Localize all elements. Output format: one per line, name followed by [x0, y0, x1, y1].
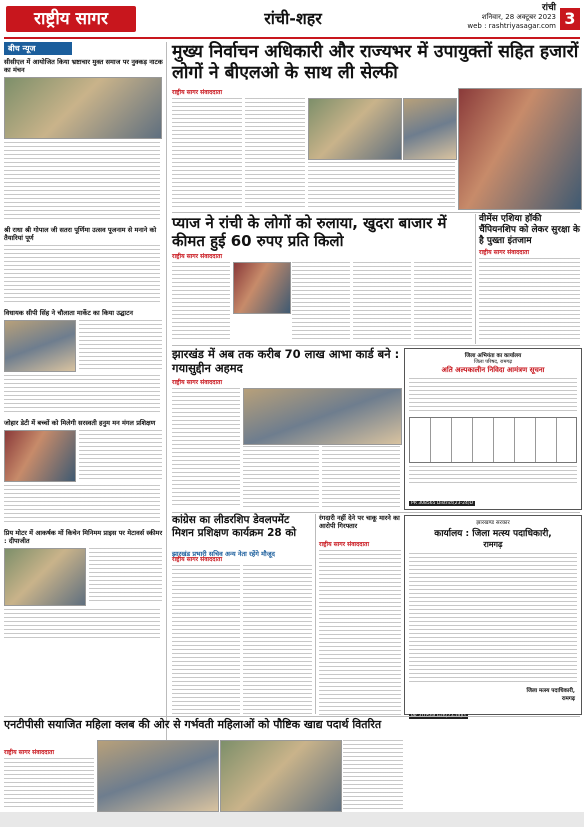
section-title: रांची-शहर: [264, 9, 322, 28]
onion-body-col-2: [292, 262, 350, 342]
ad1-office: जिला अभियंता का कार्यालय: [464, 353, 522, 359]
abha-photo: [243, 388, 402, 445]
column-divider: [315, 514, 316, 714]
left-story-4-headline: जोहार डेटी में बच्चों को मिलेगी सरस्वती हनुम मन मंगल प्रशिक्षण: [4, 419, 156, 427]
left-story-5-headline: प्रिय मोटर में आकर्षक मों किचेन मिनिमम प्राइस पर मेटावर्स स्कीमर : दीपाजीत: [4, 529, 163, 545]
ad2-signatory: जिला मत्स्य पदाधिकारी,: [526, 688, 575, 694]
section-rule: [4, 716, 580, 717]
left-story-1-body: [4, 142, 160, 222]
issue-date: शनिवार, 28 अक्टूबर 2023: [481, 13, 556, 21]
lead-body-col-3: [308, 162, 455, 210]
ad1-department: जिला परिषद, रामगढ़: [473, 359, 513, 365]
left-story-5-body-cont: [4, 609, 160, 639]
congress-byline: राष्ट्रीय सागर संवाददाता: [172, 556, 223, 563]
newspaper-logo: राष्ट्रीय सागर: [6, 6, 136, 32]
ad2-signatory-place: रामगढ़: [561, 696, 575, 702]
left-story-4-body: [79, 430, 162, 480]
ad1-title: अति अल्पकालीन निविदा आमंत्रण सूचना: [441, 366, 545, 374]
left-story-4-body-cont: [4, 485, 160, 525]
ad2-government: झारखण्ड सरकार: [476, 520, 510, 526]
abha-byline: राष्ट्रीय सागर संवाददाता: [172, 379, 223, 386]
congress-subhead: झारखंड प्रभारी सचिव अन्य नेता रहेंगे मौजूद: [172, 550, 276, 558]
lead-headline: मुख्य निर्वाचन अधिकारी और राज्यभर में उपायुक्तों सहित हजारों लोगों ने बीएलओ के साथ ली सेल्फी: [172, 42, 579, 83]
left-story-2-body: [4, 245, 160, 305]
arrest-headline: रंगदारी नहीं देने पर चाकू मारने का आरोपी गिरफ्तार: [319, 514, 400, 530]
lead-photo-2: [403, 98, 457, 160]
fisheries-office-ad: [404, 515, 582, 715]
ad1-table: [409, 417, 577, 463]
left-story-1-photo: [4, 77, 162, 139]
masthead: [0, 0, 584, 40]
left-story-5-photo: [4, 548, 86, 606]
column-divider: [475, 214, 476, 344]
arrest-byline: राष्ट्रीय सागर संवाददाता: [319, 541, 370, 548]
issue-meta: [406, 4, 556, 31]
onion-headline: प्याज ने रांची के लोगों को रुलाया, खुदरा बाजार में कीमत हुई 60 रुपए प्रति किलो: [172, 214, 447, 250]
lead-body-col-2: [245, 98, 305, 210]
congress-body-col-1: [172, 565, 240, 715]
left-story-3-headline: विधायक सीपी सिंह ने चौलाता मार्केट का किया उद्घाटन: [4, 309, 133, 317]
arrest-body: [319, 550, 401, 715]
abha-body-col-1: [172, 388, 240, 508]
ad1-footnotes: [409, 466, 577, 486]
section-rule: [172, 512, 580, 513]
column-label: बीच न्यूज: [4, 42, 72, 55]
lead-photo-collage: [458, 88, 582, 210]
left-story-2-headline: श्री राधा श्री गोपाल जी सतरा पूर्णिमा उत्सव पूजनाम से मनाने को तैयारियां पूर्ण: [4, 226, 157, 242]
left-column: [4, 42, 164, 812]
ntpc-photo-2: [220, 740, 342, 812]
congress-body-col-2: [243, 565, 312, 715]
onion-byline: राष्ट्रीय सागर संवाददाता: [172, 253, 223, 260]
left-story-3-body-cont: [4, 375, 160, 415]
onion-photo: [233, 262, 291, 314]
ad2-body: [409, 553, 577, 683]
ntpc-byline: राष्ट्रीय सागर संवाददाता: [4, 749, 55, 756]
left-story-4-photo: [4, 430, 76, 482]
hockey-body: [479, 258, 580, 342]
ad2-title: कार्यालय : जिला मत्स्य पदाधिकारी,: [434, 529, 552, 539]
lead-photo-1: [308, 98, 402, 160]
congress-headline: कांग्रेस का लीडरशिप डेवलपमेंट मिशन प्रशिक्षण कार्यक्रम 28 को: [172, 514, 297, 539]
abha-body-col-2: [243, 446, 319, 508]
page-footer: [0, 812, 584, 827]
ad1-pr-number: PR 308565 District(23-24)D: [411, 501, 474, 506]
abha-headline: झारखंड में अब तक करीब 70 लाख आभा कार्ड बने : गयासुद्दीन अहमद: [172, 347, 400, 375]
onion-body-col-3: [353, 262, 411, 342]
abha-body-col-3: [322, 446, 400, 508]
ntpc-body-col-1: [4, 758, 94, 810]
page-number: 3: [560, 8, 580, 30]
issue-website: web : rashtriyasagar.com: [467, 22, 556, 30]
masthead-rule: [4, 37, 580, 39]
ad1-details: [409, 378, 577, 414]
onion-body-col-1: [172, 262, 230, 342]
lead-byline: राष्ट्रीय सागर संवाददाता: [172, 89, 223, 96]
ntpc-photo-1: [97, 740, 219, 812]
ad2-place: रामगढ़: [483, 540, 503, 549]
lead-body-col-1: [172, 98, 242, 210]
onion-body-col-4: [414, 262, 472, 342]
left-story-1-headline: सीसीएल में आयोजित किया भ्रष्टाचार मुक्त समाज पर नुक्कड़ नाटक का मंचन: [4, 58, 163, 74]
section-rule: [172, 345, 580, 346]
column-divider: [166, 42, 167, 812]
ntpc-headline: एनटीपीसी सयाजित महिला क्लब की ओर से गर्भवती महिलाओं को पौष्टिक खाद्य पदार्थ वितरित: [4, 718, 382, 731]
tender-notice-ad: [404, 348, 582, 510]
hockey-headline: वीमेंस एशिया हॉकी चैंपियनशिप को लेकर सुरक्षा के है पुख्ता इंतजाम: [479, 214, 580, 246]
left-story-3-photo: [4, 320, 76, 372]
issue-city: रांची: [541, 3, 556, 13]
ntpc-body-col-2: [343, 740, 403, 810]
hockey-byline: राष्ट्रीय सागर संवाददाता: [479, 249, 530, 256]
left-story-3-body: [79, 320, 162, 370]
left-story-5-body: [89, 548, 162, 604]
section-rule: [172, 212, 580, 213]
